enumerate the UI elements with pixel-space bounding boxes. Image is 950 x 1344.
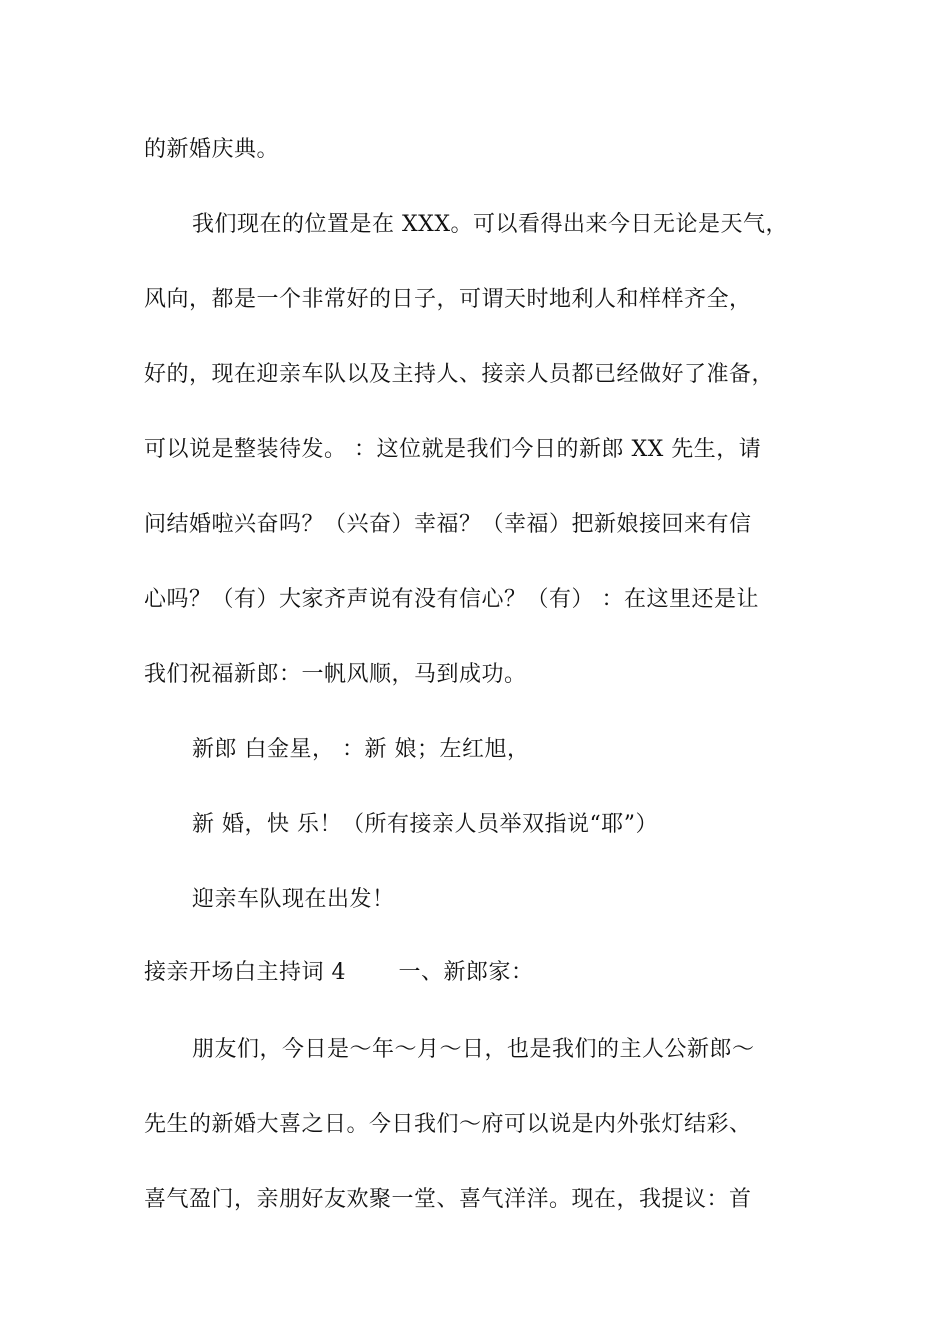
- text-line: 我们祝福新郎：一帆风顺，马到成功。: [144, 662, 527, 687]
- paragraph-start: 新 婚，快 乐！（所有接亲人员举双指说“耶”）: [192, 812, 658, 837]
- paragraph-start: 我们现在的位置是在 XXX。可以看得出来今日无论是天气，: [192, 212, 788, 237]
- text-line: 好的，现在迎亲车队以及主持人、接亲人员都已经做好了准备，: [144, 362, 775, 387]
- paragraph-start: 新郎 白金星， ：新 娘；左红旭，: [192, 737, 530, 762]
- text-line: 心吗？（有）大家齐声说有没有信心？（有） ：在这里还是让: [144, 587, 759, 612]
- text-line: 的新婚庆典。: [144, 137, 280, 162]
- text-line: 可以说是整装待发。 ：这位就是我们今日的新郎 XX 先生，请: [144, 437, 762, 462]
- paragraph-start: 迎亲车队现在出发！: [192, 887, 395, 912]
- paragraph-start: 朋友们，今日是～年～月～日，也是我们的主人公新郎～: [192, 1037, 755, 1062]
- text-line: 问结婚啦兴奋吗？（兴奋）幸福？（幸福）把新娘接回来有信: [144, 512, 752, 537]
- text-line: 喜气盈门，亲朋好友欢聚一堂、喜气洋洋。现在，我提议：首: [144, 1187, 752, 1212]
- text-line: 先生的新婚大喜之日。今日我们～府可以说是内外张灯结彩、: [144, 1112, 752, 1137]
- text-line: 风向，都是一个非常好的日子，可谓天时地利人和样样齐全，: [144, 287, 752, 312]
- section-heading: 接亲开场白主持词 4 一、新郎家：: [144, 960, 534, 985]
